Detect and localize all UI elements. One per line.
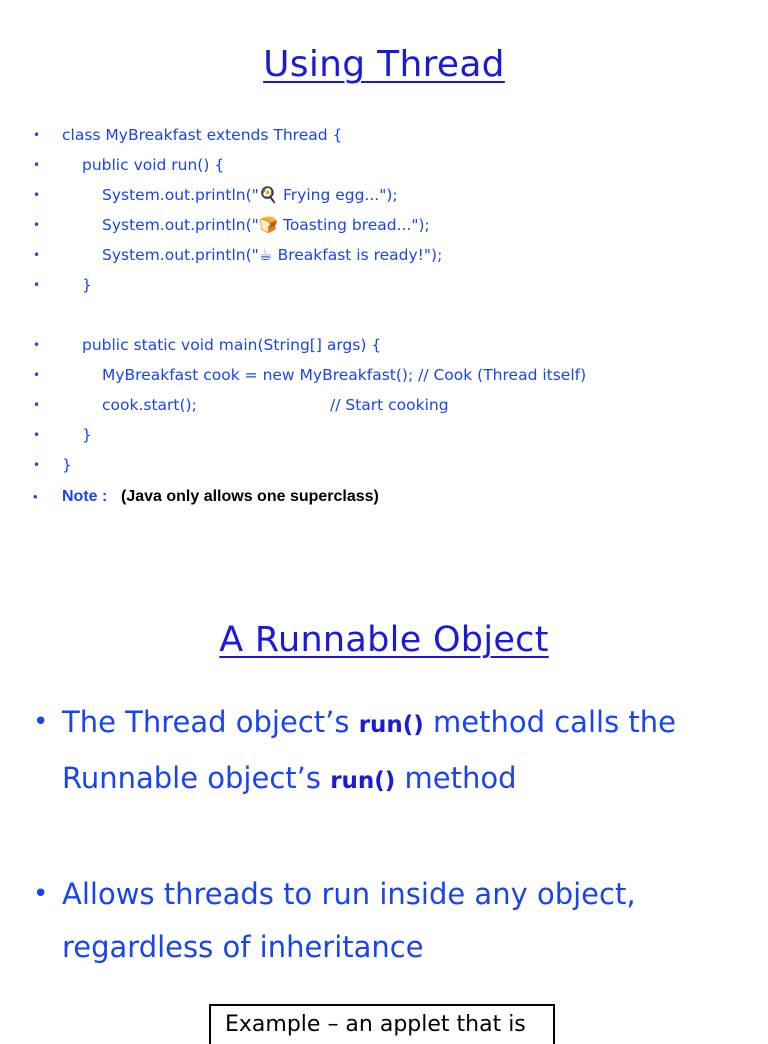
code-text: } (62, 456, 72, 474)
code-line (0, 120, 768, 150)
code-line (0, 420, 768, 450)
code-text: class MyBreakfast extends Thread { (62, 126, 343, 144)
code-text: } (82, 276, 92, 294)
bullet-dot: • (33, 338, 41, 352)
bullet-text: Allows threads to run inside any object, regardless of inheritance (62, 877, 636, 964)
bullet-dot: • (33, 278, 41, 292)
bullet-dot: • (33, 368, 41, 382)
code-text: System.out.println("🍳 Frying egg..."); (102, 186, 398, 204)
bullet-dot: • (33, 707, 49, 737)
code-text: } (82, 426, 92, 444)
bullet-dot: • (33, 128, 41, 142)
code-comment: // Start cooking (330, 396, 449, 414)
code-line (0, 330, 768, 360)
code-bullet-list (0, 120, 768, 480)
code-line (0, 240, 768, 270)
code-text: public void run() { (82, 156, 225, 174)
section-title-using-thread: Using Thread (263, 44, 505, 85)
code-text: System.out.println("🍞 Toasting bread..."); (102, 216, 430, 234)
note-line (0, 482, 768, 512)
text-fragment: method calls the Runnable object’s (62, 705, 676, 795)
code-text: System.out.println("☕ Breakfast is ready!"); (102, 246, 443, 264)
example-box (209, 1004, 555, 1044)
bullet-text (62, 696, 762, 808)
code-run: run() (358, 712, 424, 738)
code-text: MyBreakfast cook = new MyBreakfast(); // Cook (Thread itself) (102, 366, 587, 384)
code-line (0, 150, 768, 180)
code-line (0, 180, 768, 210)
code-run: run() (330, 768, 396, 794)
bullet-dot: • (33, 458, 41, 472)
bullet-dot: • (33, 489, 38, 504)
section-title-runnable-object: A Runnable Object (219, 620, 549, 660)
bullet-dot: • (33, 248, 41, 262)
bullet-dot: • (33, 188, 41, 202)
code-line (0, 270, 768, 300)
text-fragment: method (395, 761, 517, 795)
bullet-dot: • (33, 218, 41, 232)
code-text: cook.start(); (102, 396, 197, 414)
code-line (0, 210, 768, 240)
note-label: Note : (62, 488, 108, 505)
bullet-dot: • (33, 158, 41, 172)
bullet-dot: • (33, 398, 41, 412)
example-text: Example – an applet that is (225, 1012, 526, 1037)
bullet-dot: • (33, 428, 41, 442)
text-fragment: The Thread object’s (62, 705, 359, 739)
code-line (0, 360, 768, 390)
code-line (0, 450, 768, 480)
code-text: public static void main(String[] args) { (82, 336, 382, 354)
bullet-dot: • (33, 879, 49, 909)
note-text: (Java only allows one superclass) (121, 488, 379, 505)
blank-line (0, 300, 768, 330)
code-line (0, 390, 768, 420)
